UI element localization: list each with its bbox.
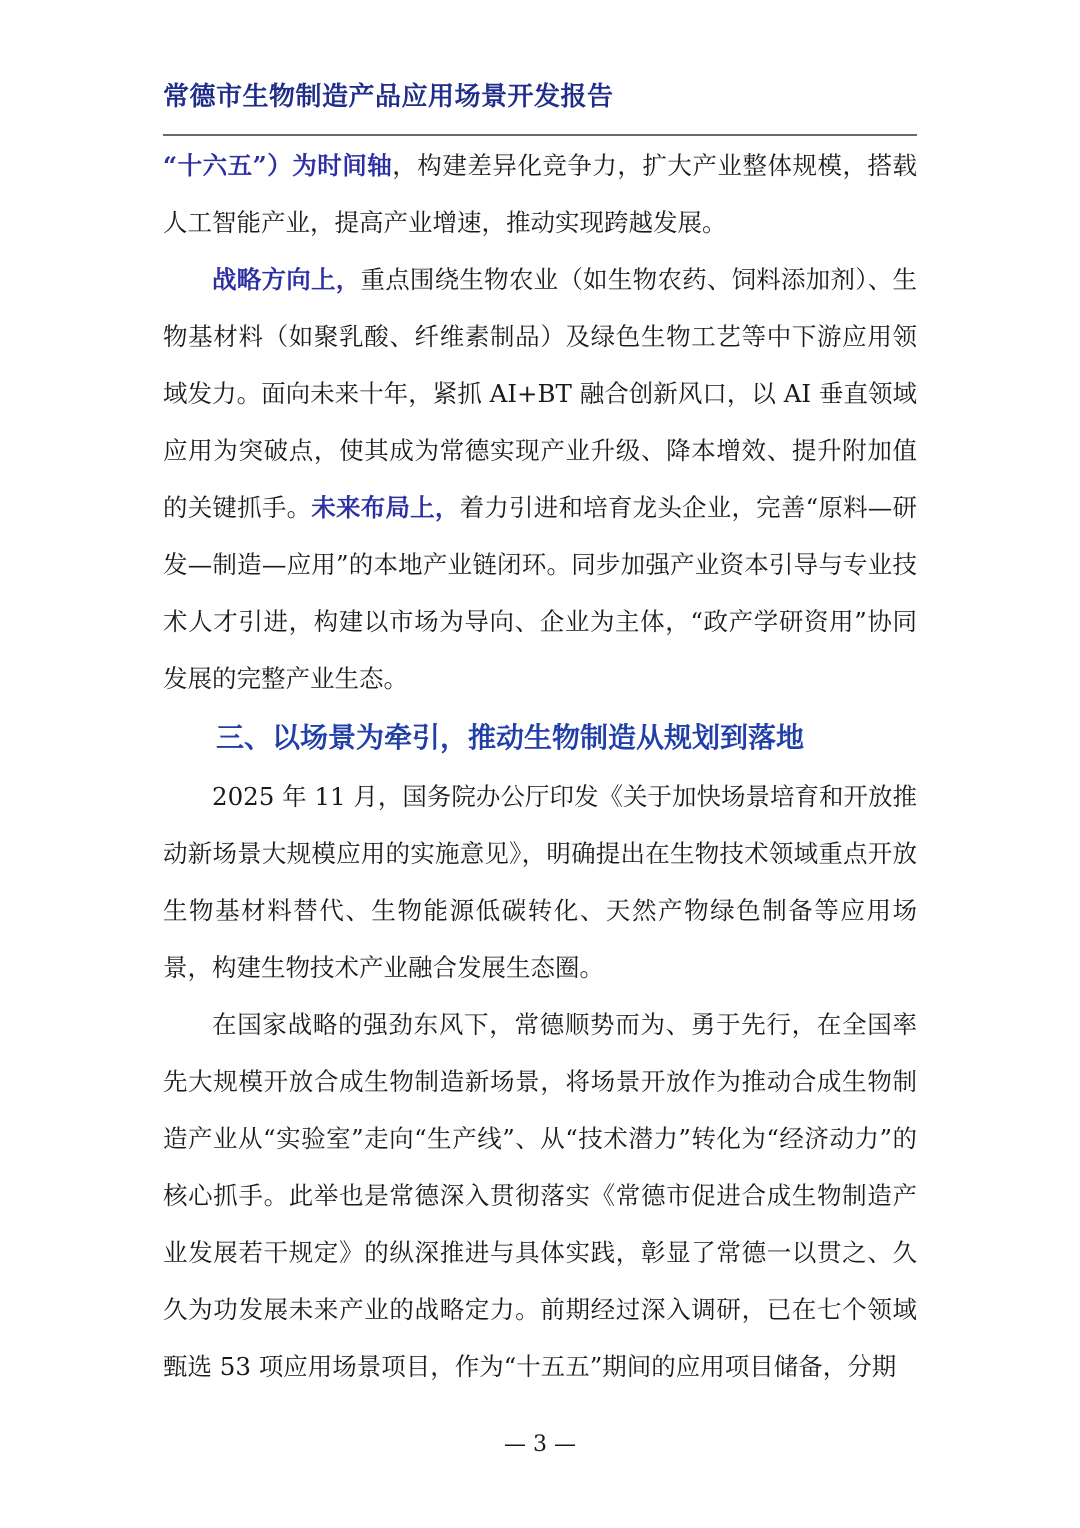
header-divider bbox=[163, 134, 917, 136]
paragraph-text: 重点围绕生物农业（如生物农药、饲料添加剂）、生物基材料（如聚乳酸、纤维素制品）及绿色生物工艺等中下游应用领域发力。面向未来十年，紧抓 AI+BT 融合创新风口，以 AI 垂直领域应用为突破点，使其成为常德实现产业升级、降本增效、提升附加值的关键抓手。 bbox=[163, 265, 918, 522]
paragraph-lead: 战略方向上， bbox=[212, 265, 361, 294]
paragraph-changde: 在国家战略的强劲东风下，常德顺势而为、勇于先行，在全国率先大规模开放合成生物制造新场景，将场景开放作为推动合成生物制造产业从“实验室”走向“生产线”、从“技术潜力”转化为“经济动力”的核心抓手。此举也是常德深入贯彻落实《常德市促进合成生物制造产业发展若干规定》的纵深推进与具体实践，彰显了常德一以贯之、久久为功发展未来产业的战略定力。前期经过深入调研，已在七个领域甄选 53 项应用场景项目，作为“十五五”期间的应用项目储备，分期 bbox=[163, 1010, 917, 1381]
paragraph-timeline bbox=[163, 137, 917, 251]
paragraph-lead-secondary: 未来布局上， bbox=[311, 493, 460, 522]
document-body bbox=[163, 137, 917, 1395]
section-heading: 三、以场景为牵引，推动生物制造从规划到落地 bbox=[216, 721, 805, 754]
paragraph-text: ，构建差异化竞争力，扩大产业整体规模，搭载人工智能产业，提高产业增速，推动实现跨越发展。 bbox=[163, 151, 918, 237]
paragraph-text-secondary: 着力引进和培育龙头企业，完善“原料—研发—制造—应用”的本地产业链闭环。同步加强产业资本引导与专业技术人才引进，构建以市场为导向、企业为主体，“政产学研资用”协同发展的完整产业生态。 bbox=[163, 493, 917, 693]
page-number: — 3 — bbox=[504, 1432, 576, 1457]
paragraph-strategy bbox=[163, 251, 917, 707]
page-header-title: 常德市生物制造产品应用场景开发报告 bbox=[163, 82, 614, 112]
paragraph-lead: “十六五”）为时间轴 bbox=[163, 151, 393, 180]
paragraph-policy: 2025 年 11 月，国务院办公厅印发《关于加快场景培育和开放推动新场景大规模应用的实施意见》，明确提出在生物技术领域重点开放生物基材料替代、生物能源低碳转化、天然产物绿色制备等应用场景，构建生物技术产业融合发展生态圈。 bbox=[163, 782, 917, 982]
